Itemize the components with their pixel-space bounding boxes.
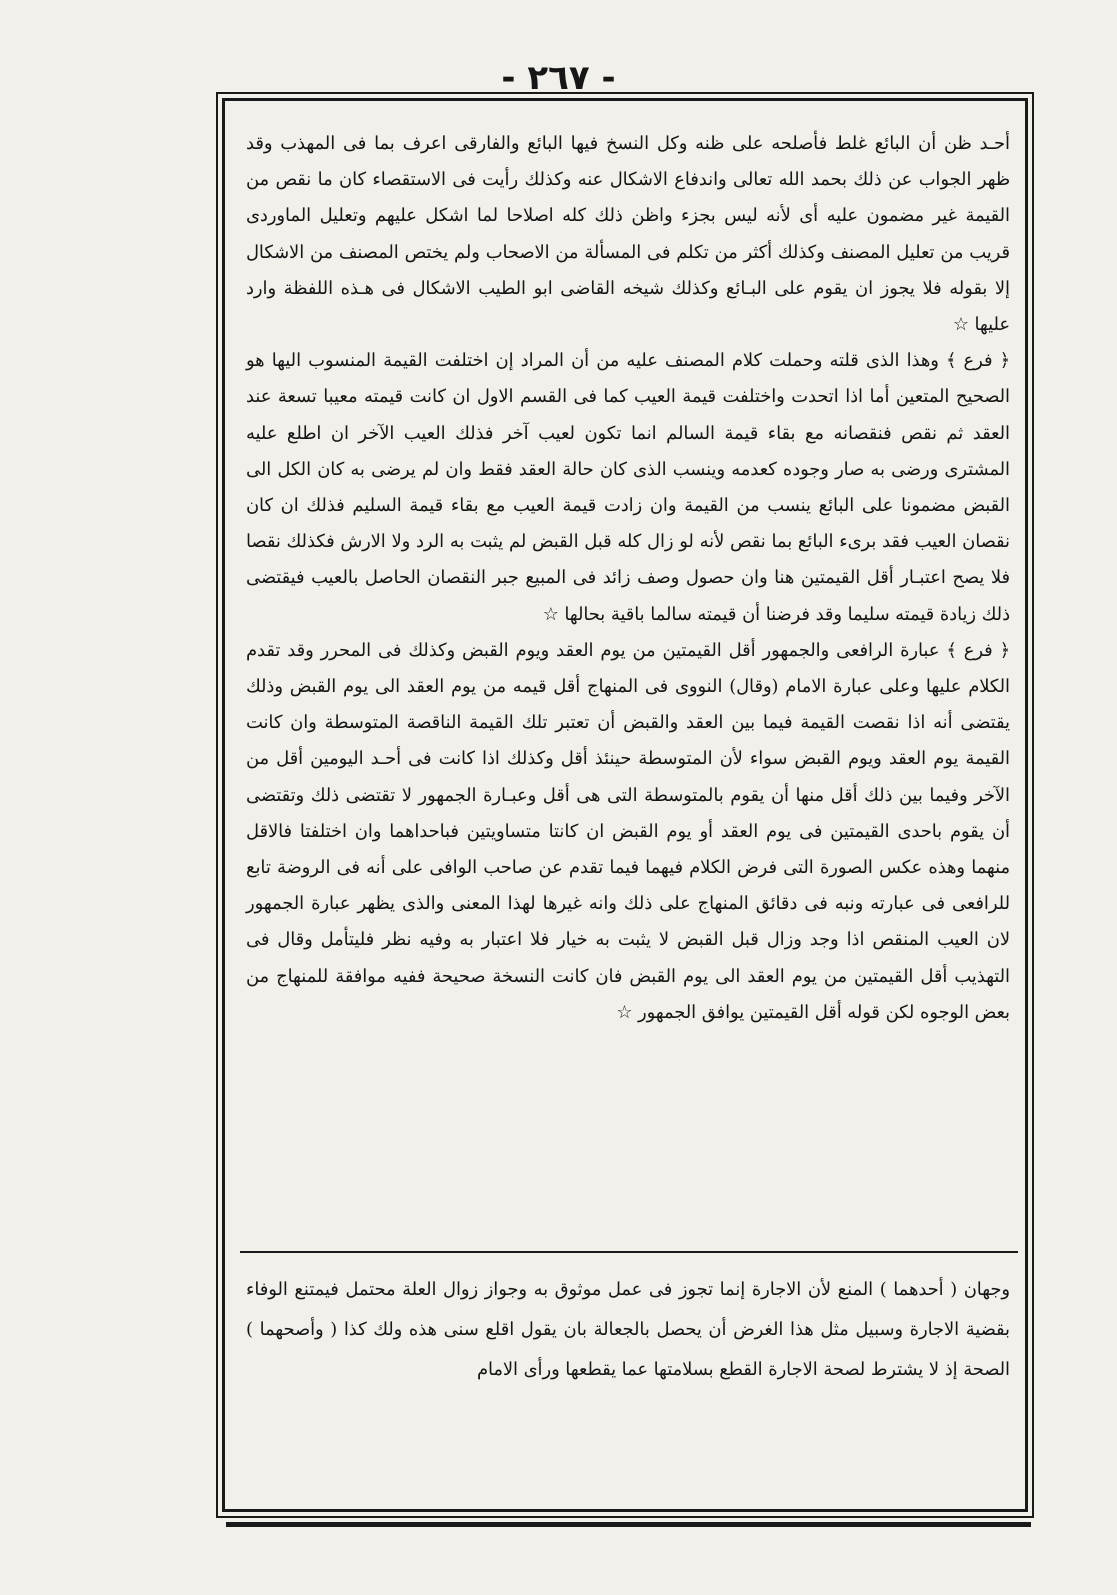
bottom-rule [226,1522,1031,1527]
footnote-paragraph: وجهان ( أحدهما ) المنع لأن الاجارة إنما تجوز فى عمل موثوق به وجواز زوال العلة محتمل فيمتنع الوفاء بقضية الاجارة وسبيل مثل هذا الغرض أن يحصل بالجعالة بان يقول اقلع سنى هذه ولك كذا ( وأصحهما ) الصحة إذ لا يشترط لصحة الاجارة القطع بسلامتها عما يقطعها ورأى الامام [246,1279,1010,1380]
paragraph-3: ﴿ فرع ﴾ عبارة الرافعى والجمهور أقل القيمتين من يوم العقد ويوم القبض وكذلك فى المحرر وقد تقدم الكلام عليها وعلى عبارة الامام (وقال) النووى فى المنهاج أقل قيمه من يوم العقد الى يوم القبض وذلك يقتضى أنه اذا نقصت القيمة فيما بين العقد والقبض أن تعتبر تلك القيمة الناقصة المتوسطة وان كانت القيمة يوم العقد ويوم القبض سواء لأن المتوسطة حينئذ أقل وكذلك اذا كانت فى أحـد اليومين أقل من الآخر وفيما بين ذلك أقل منها أن يقوم بالمتوسطة التى هى أقل وعبـارة الجمهور لا تقتضى ذلك وتقتضى أن يقوم باحدى القيمتين فى يوم العقد أو يوم القبض ان كانتا متساويتين فباحداهما وان اختلفتا فالاقل منهما وهذه عكس الصورة التى فرض الكلام فيهما فيما تقدم عن صاحب الوافى على أنه فى الروضة تابع للرافعى فى عبارته ونبه فى دقائق المنهاج على ذلك وانه غيرها لهذا المعنى والذى يظهر عبارة الجمهور لان العيب المنقص اذا وجد وزال قبل القبض لا يثبت به خيار فلا اعتبار به وفيه نظر فليتأمل وقال فى التهذيب أقل القيمتين من يوم العقد الى يوم القبض فان كانت النسخة صحيحة ففيه موافقة للمنهاج من بعض الوجوه لكن قوله أقل القيمتين يوافق الجمهور ☆ [246,639,1010,1023]
paragraph-1: أحـد ظن أن البائع غلط فأصلحه على ظنه وكل النسخ فيها البائع والفارقى اعرف بما فى المهذب وقد ظهر الجواب عن ذلك بحمد الله تعالى واندفاع الاشكال عنه وكذلك رأيت فى الاستقصاء كان ما نقص من القيمة غير مضمون عليه أى لأنه ليس بجزء واظن ذلك كله اصلاحا لما اشكل عليهم وتعليل الماوردى قريب من تعليل المصنف وكذلك أكثر من تكلم فى المسألة من الاصحاب ولم يختص المصنف من الاشكال إلا بقوله فلا يجوز ان يقوم على البـائع وكذلك شيخه القاضى ابو الطيب الاشكال فى هـذه اللفظة وارد عليها ☆ [246,133,1010,336]
main-text [246,126,1010,1031]
paragraph-2: ﴿ فرع ﴾ وهذا الذى قلته وحملت كلام المصنف عليه من أن المراد إن اختلفت القيمة المنسوب اليها هو الصحيح المتعين أما اذا اتحدت واختلفت قيمة العيب كما فى القسم الاول ان كانت قيمته معيبا تسعة عند العقد ثم نقص فنقصانه مع بقاء قيمة السالم انما تكون لعيب آخر فذلك العيب الآخر ان اطلع عليه المشترى ورضى به صار وجوده كعدمه وينسب الذى كان حالة العقد فقط وان لم يرضى به كان الكل الى القبض مضمونا على البائع ينسب من القيمة وان زادت قيمة العيب مع بقاء قيمة السليم فذلك ان كان نقصان العيب فقد برىء البائع بما نقص لأنه لو زال كله قبل القبض لم يثبت به الرد ولا الارش فكذلك نقصا فلا يصح اعتبـار أقل القيمتين هنا وان حصول وصف زائد فى المبيع جبر النقصان الحاصل بالعيب فيقتضى ذلك زيادة قيمته سليما وقد فرضنا أن قيمته سالما باقية بحالها ☆ [246,350,1010,625]
footnote-text [246,1270,1010,1390]
page-number: - ٢٦٧ - [501,58,616,98]
footnote-divider [240,1251,1018,1253]
